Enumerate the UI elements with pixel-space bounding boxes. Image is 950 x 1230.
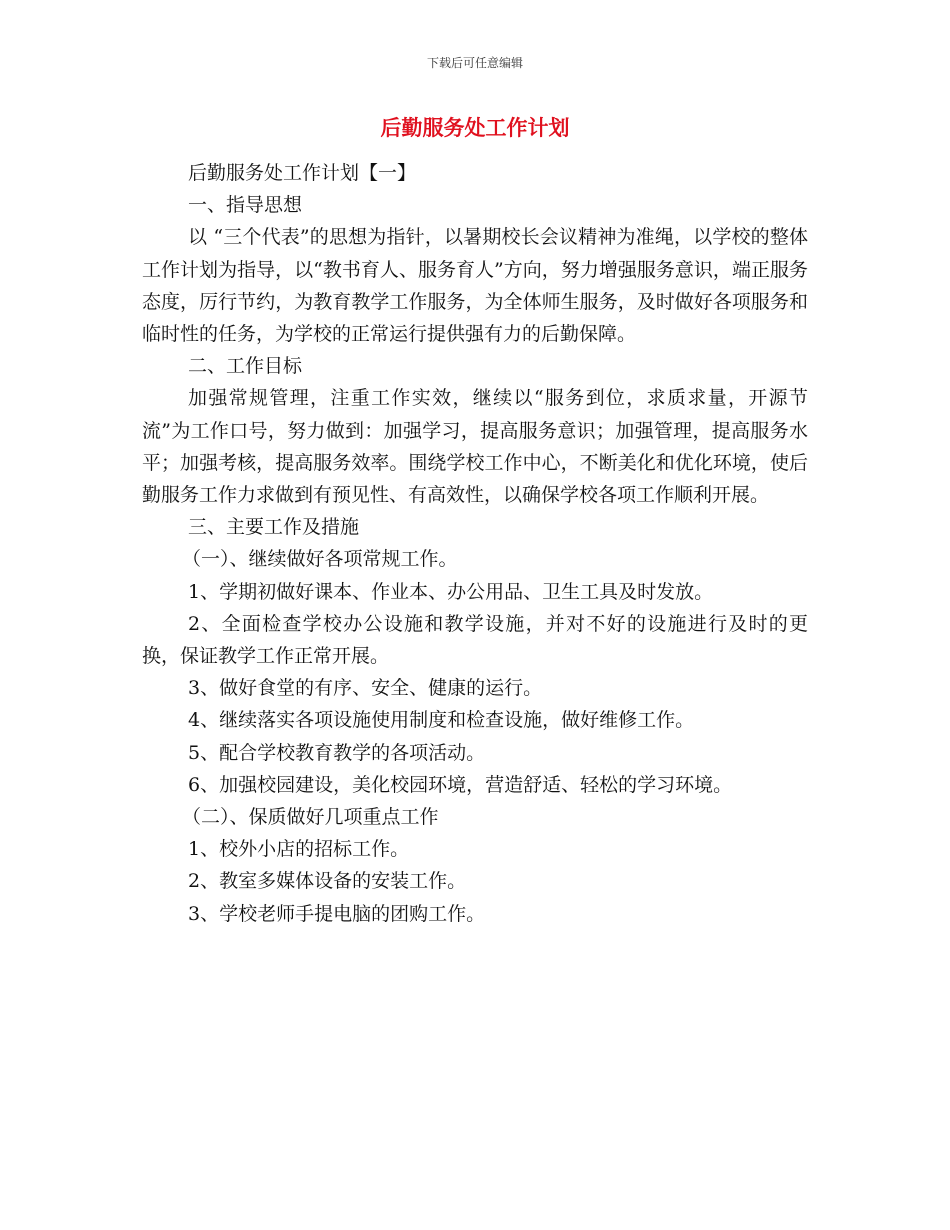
paragraph-work-goals: 加强常规管理，注重工作实效，继续以“服务到位，求质求量，开源节流”为工作口号，努力做到：加强学习，提高服务意识；加强管理，提高服务水平；加强考核，提高服务效率。围绕学校工作中心，不断美化和优化环境，使后勤服务工作力求做到有预见性、有高效性，以确保学校各项工作顺利开展。 [142, 387, 808, 507]
subsection-heading-key-work: （二）、保质做好几项重点工作 [182, 806, 439, 829]
section-heading-work-goals: 二、工作目标 [188, 355, 303, 378]
subsection-heading-routine-work: （一）、继续做好各项常规工作。 [182, 548, 458, 571]
document-body [142, 157, 808, 930]
list-item: 2、全面检查学校办公设施和教学设施，并对不好的设施进行及时的更换，保证教学工作正常开展。 [142, 612, 808, 668]
paragraph-guiding-ideology: 以 “三个代表”的思想为指针，以暑期校长会议精神为准绳，以学校的整体工作计划为指导，以“教书育人、服务育人”方向，努力增强服务意识，端正服务态度，厉行节约，为教育教学工作服务，为全体师生服务，及时做好各项服务和临时性的任务，为学校的正常运行提供强有力的后勤保障。 [142, 226, 808, 346]
header-note: 下载后可任意编辑 [426, 56, 523, 70]
section-heading-main-work: 三、主要工作及措施 [188, 516, 360, 539]
list-item: 2、教室多媒体设备的安装工作。 [188, 870, 467, 893]
list-item: 6、加强校园建设，美化校园环境，营造舒适、轻松的学习环境。 [188, 773, 733, 796]
list-item: 3、做好食堂的有序、安全、健康的运行。 [188, 677, 543, 700]
list-item: 3、学校老师手提电脑的团购工作。 [188, 902, 486, 925]
list-item: 1、学期初做好课本、作业本、办公用品、卫生工具及时发放。 [188, 580, 714, 603]
section-heading-guiding-ideology: 一、指导思想 [188, 194, 303, 217]
list-item: 4、继续落实各项设施使用制度和检查设施，做好维修工作。 [188, 709, 695, 732]
list-item: 5、配合学校教育教学的各项活动。 [188, 741, 486, 764]
list-item: 1、校外小店的招标工作。 [188, 838, 410, 861]
document-title: 后勤服务处工作计划 [380, 115, 570, 140]
section-heading-plan: 后勤服务处工作计划【一】 [188, 162, 417, 184]
